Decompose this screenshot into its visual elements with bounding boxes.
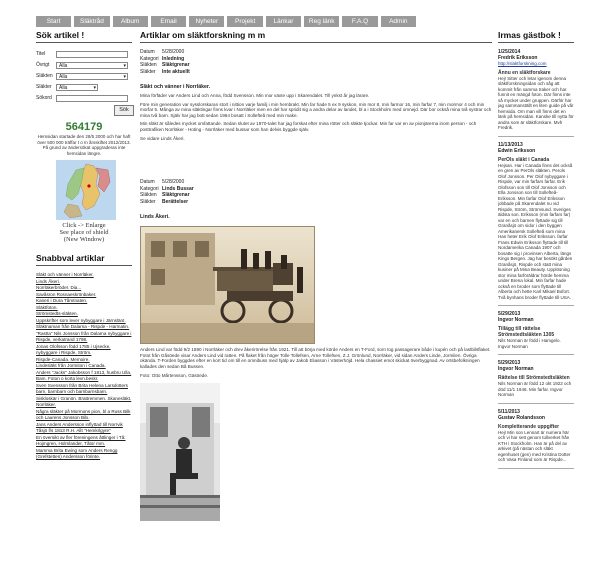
- quick-link[interactable]: Siskloskär i Granön. Brattremmen. Skanesläkt. Norrläker.: [36, 395, 132, 407]
- left-column: [36, 30, 132, 461]
- nav-lankar[interactable]: Länkar: [266, 16, 301, 27]
- nav-admin[interactable]: Admin: [381, 16, 416, 27]
- divider: [498, 136, 574, 137]
- quick-link[interactable]: Släktnaman från Dalarna - Rispde - Harmatin.: [36, 324, 130, 329]
- entry-author: Ingvor Norman: [498, 317, 534, 323]
- entry-date: 5/11/2013: [498, 408, 520, 415]
- meta-label: Datum: [140, 179, 155, 186]
- meta-label: Släkten: [140, 192, 157, 199]
- entry-date: 5/29/2013: [498, 311, 521, 317]
- guestbook-entry: [498, 360, 574, 404]
- entry-title: PerOls släkt i Canada: [498, 156, 550, 163]
- title-label: Titel: [36, 51, 46, 57]
- top-nav: [36, 16, 416, 27]
- guestbook-entry: [498, 409, 574, 469]
- quick-links-heading: Snabbval artiklar: [36, 253, 105, 263]
- sokord-row: [36, 93, 132, 103]
- article-meta: [140, 49, 492, 75]
- meta-category: Linds Bussar: [162, 185, 194, 192]
- map-caption-line: (New Window): [63, 236, 105, 243]
- entry-link[interactable]: http://slaktforskning.com: [498, 61, 547, 66]
- photo-caption: Anders Lind var född 9/2 1890 i Norrläker och drev åkerirörelse från 1921. Till att börja med körde Anders en T-Ford, som tog passagerare både i kupén och på lastbilsflaket. Fotot från Gåsöede visar Anders Lind vid ratten. På flaket från höger Tolle Tollefsen, Arne Tollefsen, Z.J. Grönlund, Norrläker, vid sidan Anders Linde, Jormilen. Övriga okända. T-Forden byggdes efter en kort tid om till en omnibuss med hjälp av Jakob Eliasson i Västerhöjd. Hela chassiet emot skickat överbyggnad. Av ortsbefolkningen kallades den sedan Bå Bussen.: [140, 347, 491, 369]
- page-title: Artiklar om släktforskning m m: [140, 30, 266, 40]
- article-heading: Släkt och vänner i Norrläker.: [140, 84, 211, 90]
- sokord-label: Sökord: [36, 95, 52, 101]
- quick-links-list: [36, 272, 132, 461]
- article-link-paragraph[interactable]: Se vidare Linds Åkeri.: [140, 135, 185, 141]
- nav-faq[interactable]: F.A.Q: [342, 16, 377, 27]
- nav-slaktrad[interactable]: Släktråd: [74, 16, 109, 27]
- chevron-down-icon: ▾: [93, 84, 96, 91]
- house-photo: [140, 383, 220, 521]
- meta-label: Släkter: [140, 198, 156, 205]
- meta-family: Släktgrenar: [162, 62, 190, 68]
- guestbook-heading: Irmas gästbok !: [498, 30, 561, 40]
- quick-link[interactable]: Släktfoton.: [36, 304, 58, 310]
- ovrigt-select[interactable]: [56, 62, 128, 69]
- man-on-porch-photo-icon: [140, 383, 220, 521]
- entry-title: Tillägg till rättelse Strömstedtsläkten 1305: [498, 326, 555, 338]
- quick-link[interactable]: En översikt av fler föreningens åttlinger i Tå: Hojmgren, Holmlander, Tåtor mm.: [36, 434, 126, 446]
- ovrigt-value: Alla: [59, 62, 68, 69]
- slakten-row: [36, 71, 132, 81]
- quick-link[interactable]: Rispde-Canada. Memoire.: [36, 356, 90, 362]
- meta-date: 5/28/2000: [162, 49, 185, 55]
- slakter-label: Släkter: [36, 84, 52, 90]
- meta-label: Kategori: [140, 185, 159, 192]
- entry-text: Hejsan. Har i Canada finns det också en gren av PerOls släkten. Perols Olof Jonsson. Per Olof nybyggare i Rispde, var min farfars farfar. Erik Olofsson son till Olof Jonsson och Ella Jonsson son till Sollefteå-Eriksson. Min farfar Olof Eriksson jobbade på Skarendalet nu vid Rispde, Ström, Strömsund. Sveriges äldsta son. Eriksson (min farfars far) var en och barnen flyttade sig till Granåsjö om sidor i den byggen Amerikanersk Sollefteå som mina Han heter Erik Olof Eriksson. farfar Frans Edwin Eriksson flyttade till till Nordamerika Canada 1907 och bosatte sig i provinsen Alberta, längs Kings Bergen. Jag har besökt gården Granåsjö, Rispde och statt mina kusiner på Mina Beauty. Upplösning stor mina farföräldrar hörde hemma under Brena lokal. Min farfar hade också en broder som flyttade till Alberta och hette Karl Mikael Bofort. Två bynhans broder flyttade till USA.: [498, 162, 573, 300]
- photo-credit: Foto: Otto Mårtensson, Gäsöede.: [140, 372, 209, 378]
- quick-link[interactable]: Anders "Jacks" Jakobsson f 1813, husbru Ulla, Bam. Foton o korta levn.beskr.: [36, 369, 132, 381]
- entry-author: Fredrik Eriksson: [498, 55, 538, 61]
- divider: [498, 305, 574, 306]
- entry-text: Nils Norman är född i Hamgelo. Ingvor Norman: [498, 338, 561, 349]
- visit-counter: 564179: [65, 121, 103, 133]
- quick-link[interactable]: Kaneri i Dura Tåmtnaten.: [36, 298, 88, 303]
- entry-author: Gustav Rolandsson: [498, 414, 545, 421]
- divider: [36, 42, 132, 43]
- bus-photo: [140, 226, 315, 344]
- divider: [498, 354, 574, 355]
- article-1: [140, 49, 492, 141]
- quick-link[interactable]: Jans Anders Andersson inflyttad till Norrvik Tåsjö f/s 1813 R.H. Allt "Hemkrlgyre": [36, 421, 123, 433]
- guestbook-entry: [498, 142, 574, 307]
- guestbook-entry: [498, 311, 574, 355]
- map-image[interactable]: [56, 160, 116, 220]
- divider: [36, 265, 132, 266]
- guestbook-entry: [498, 49, 574, 137]
- slakten-label: Släkten: [36, 73, 53, 79]
- counter-note: Hemsidan startade den 28/5 2000 och har haft över 500 000 träffar t o m årsskiftet 2012/2013. På grund av ändersökat uppgraderas inte hemsidan längre.: [37, 134, 131, 156]
- chevron-down-icon: ▾: [123, 62, 126, 69]
- quick-link[interactable]: Savåsron Rosnaeskrönbaker.: [36, 291, 97, 297]
- meta-label: Kategori: [140, 55, 159, 62]
- search-heading: Sök artikel !: [36, 30, 85, 40]
- quick-link[interactable]: Lindesläkt från Jormiton i Canada.: [36, 363, 106, 368]
- guestbook-entries: [498, 49, 574, 469]
- meta-label: Datum: [140, 49, 155, 55]
- divider: [140, 42, 492, 43]
- quick-link[interactable]: Strömstedts-släkten.: [36, 311, 78, 316]
- article-2: [140, 179, 492, 521]
- nav-album[interactable]: Album: [113, 16, 148, 27]
- map-caption-line: Click -> Enlarge: [62, 222, 106, 229]
- scandinavia-map-icon: [56, 160, 116, 220]
- search-button[interactable]: Sök: [114, 105, 134, 116]
- meta-families: Berättelser: [162, 198, 189, 205]
- article-heading: Linds Åkeri.: [140, 214, 170, 221]
- divider: [498, 42, 574, 43]
- entry-date: 1/25/2014: [498, 49, 521, 55]
- meta-category: Inledning: [162, 55, 185, 62]
- divider: [498, 468, 574, 469]
- entry-text: Hej! Min son Lennart är numera här och vi har sett genom tullverket från KTH i Stockholm. Han är på del av arkivet (på nästan och släkt egenhuset (gen) med Kristina Dotter och Vasa Finland som är Rispde...: [498, 429, 571, 462]
- quick-link[interactable]: Linds Åkeri.: [36, 278, 61, 284]
- nav-start[interactable]: Start: [36, 16, 71, 27]
- slakter-value: Alla: [59, 84, 68, 91]
- quick-link[interactable]: Mamma Brita Ewing som Anders Rengg (Grefstetten) Andersson förinte.: [36, 447, 118, 459]
- article-paragraph: Mina förfäder var Anders Lind och Anna, född Svensson. Min mor växte upp i Skarendalet. Till ynkst år jag lärare.: [140, 93, 370, 98]
- meta-date: 5/28/2000: [162, 179, 185, 186]
- quick-link[interactable]: Uppskrifter som lever nybyggare i Järnslänt.: [36, 317, 126, 323]
- divider: [498, 403, 574, 404]
- meta-families: Inte aktuellt: [162, 68, 190, 75]
- main-column: [140, 30, 492, 521]
- title-input[interactable]: [56, 51, 128, 58]
- slakten-select[interactable]: [56, 73, 128, 80]
- nav-projekt[interactable]: Projekt: [227, 16, 262, 27]
- vintage-truck-photo-icon: [141, 227, 315, 344]
- quick-link[interactable]: Norrläkerbröder. Dia...: [36, 285, 82, 290]
- nav-reg-lank[interactable]: Reg länk: [304, 16, 339, 27]
- entry-date: 5/29/2013: [498, 360, 521, 366]
- entry-author: Edwin Eriksson: [498, 147, 536, 154]
- slakter-row: [36, 82, 132, 92]
- entry-title: Kompletterande uppgifter: [498, 423, 560, 430]
- slakten-value: Alla: [59, 73, 68, 80]
- meta-label: Släkten: [140, 62, 157, 68]
- chevron-down-icon: ▾: [123, 73, 126, 80]
- nav-email[interactable]: Email: [151, 16, 186, 27]
- ovrigt-row: [36, 60, 132, 70]
- sokord-input[interactable]: [56, 95, 128, 102]
- entry-author: Ingvor Norman: [498, 366, 534, 372]
- entry-date: 11/13/2013: [498, 141, 523, 148]
- guestbook-column: [498, 30, 574, 574]
- map-caption[interactable]: [36, 222, 132, 243]
- article-paragraph: Min släkt är således mycket omfattande. Sedan slutet av 1970-talet har jag forskat efter mina rötter och släkte tjockar. Min far var en av pionjärerna inom person - och posttrafiken Norrläker - Hoting - Norrläker med bussar som han delvis byggde själv.: [140, 121, 477, 132]
- entry-text: Hej! Sitter och letar igenom denna släktforskningsidan och såg att kommit från samma traker och har funnit en mängd foton. Där finns inte så mycket under gruppen. Därför har jag sammanställt en liten guide på vår hemsida. Om man vill finns det en länk på hemsidan. Kanske till nytta för andra som är släktforskare. Mvh Fredrik.: [498, 75, 574, 130]
- article-paragraph: Före min generation var sysslorskaran stort i nittion varje familj i min hembrakt. Min far hade 5 ex 9 syskon, min mor 8, min farmor 16, min farfar 7, min mormor 4 och min morfar 5. Många av mina släktingar finns kvar i Norrläker men en del har spridit sig a andra delar av landet, bl a i Stockholm med omnejd. Där bor också mina två systrar och mina två barn. Själv har jag bott sedan 1964 bosatt i Sollefteå med min make.: [140, 101, 492, 118]
- entry-title: Ännu en släktforskare: [498, 69, 551, 76]
- meta-family: Släktgrenar: [162, 192, 190, 199]
- quick-link[interactable]: Släkt och vänner i Norrläker.: [36, 272, 94, 277]
- quick-link[interactable]: "Rastta" Nils Jonsson från Dalarna nybyggare i Rispde, verkatrand 1798.: [36, 330, 132, 342]
- title-row: [36, 49, 132, 59]
- quick-link[interactable]: Några släkter på Mormons pion, bl a Russ Bilk och Laurens Jonsson Bilx.: [36, 408, 131, 420]
- ovrigt-label: Övrigt: [36, 62, 50, 68]
- article-meta: [140, 179, 492, 205]
- nav-nyheter[interactable]: Nyheter: [189, 16, 224, 27]
- quick-link[interactable]: Jonas Olofsson född 1785 i Ujsecke, nybyggare i Rispde, Ström.: [36, 343, 111, 355]
- quick-link[interactable]: Sven Svensson från Brita Helena Larsdotters barn, barnbarn och barnbarnsbarn.: [36, 382, 128, 394]
- entry-text: Nils Norman är född 12 okt 1922 och död 11/1 1946. Min farfar. Ingvor Norman: [498, 381, 572, 397]
- meta-label: Släkter: [140, 68, 156, 75]
- slakter-select[interactable]: [56, 84, 98, 91]
- map-caption-line: See place of shield: [59, 229, 109, 236]
- entry-title: Rättelse till Strömstedtsläkten: [498, 375, 570, 381]
